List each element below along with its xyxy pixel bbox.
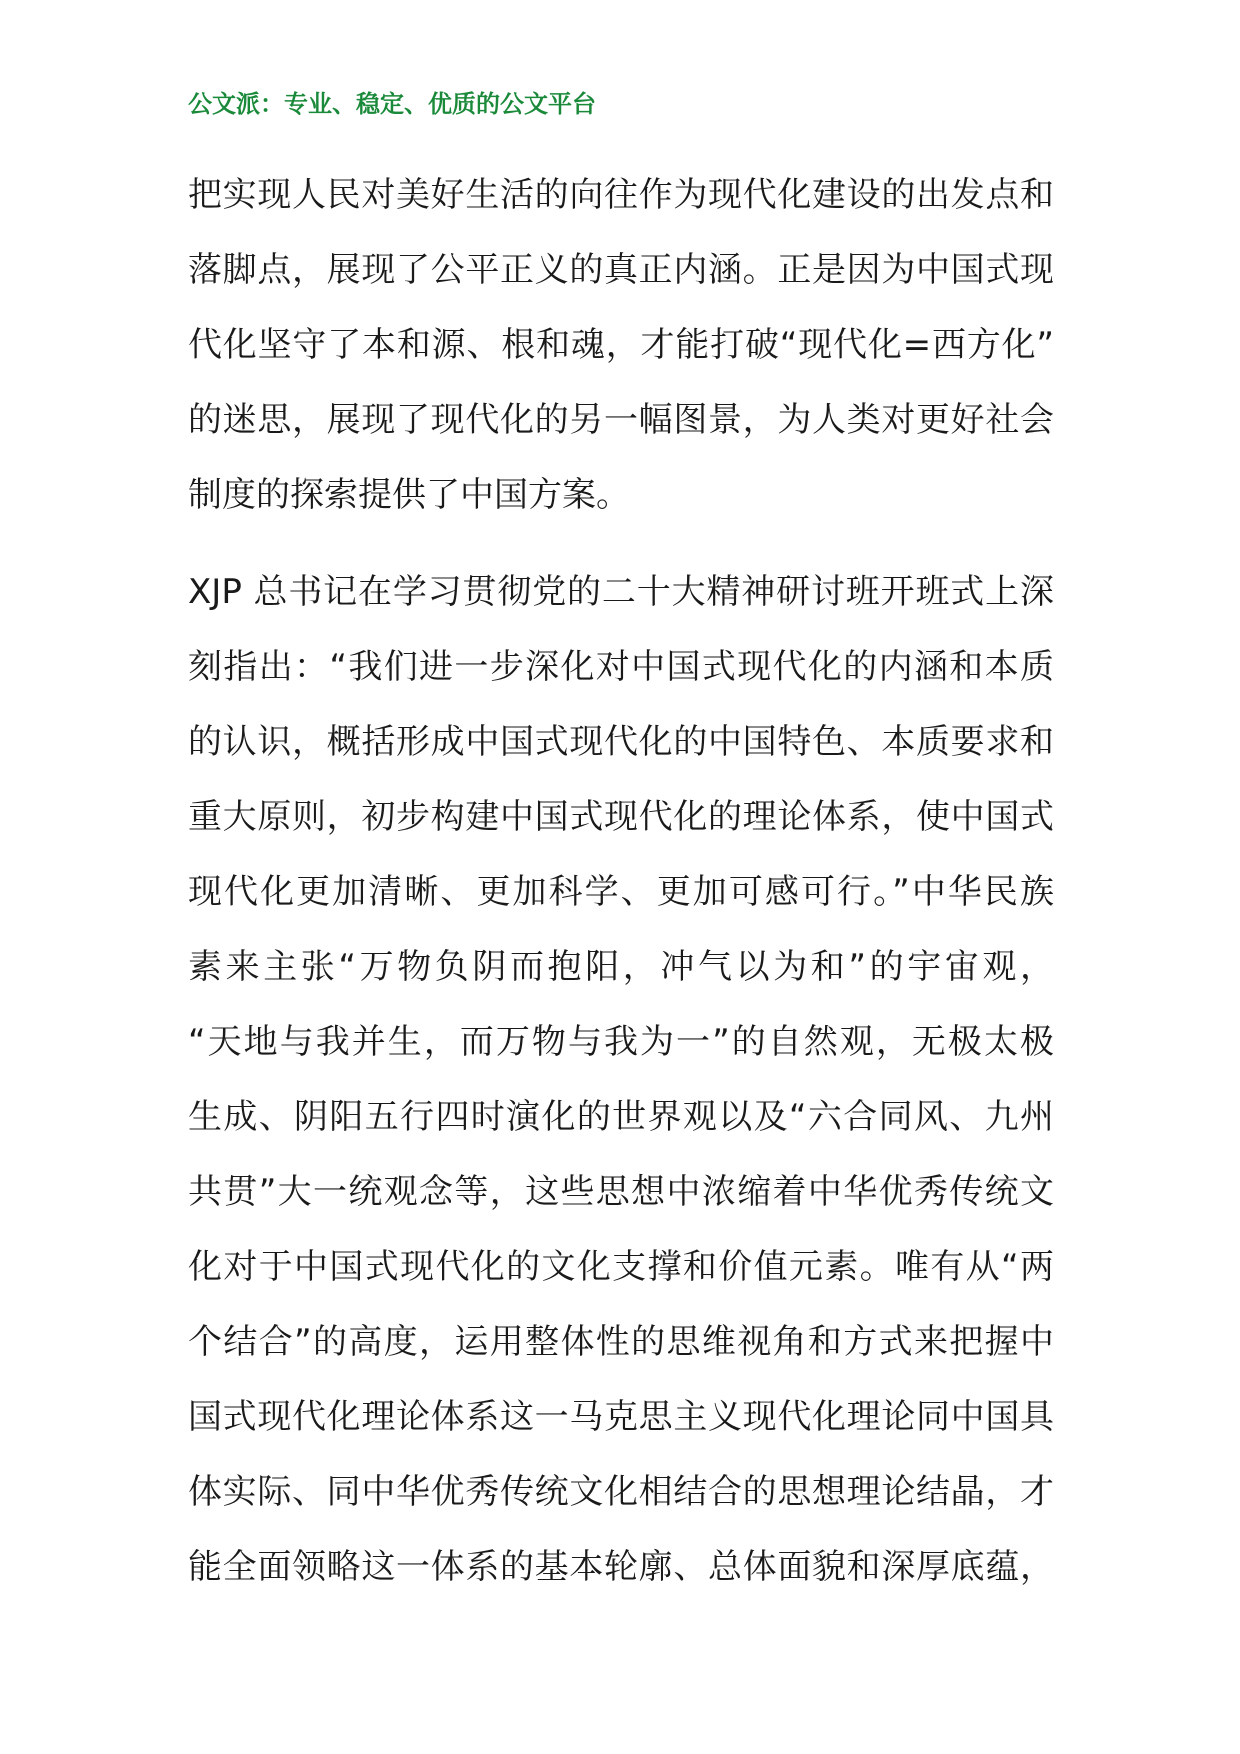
paragraph-line: 素来主张“万物负阴而抱阳，冲气以为和”的宇宙观，: [188, 947, 1054, 987]
paragraph-line: 的迷思，展现了现代化的另一幅图景，为人类对更好社会: [188, 400, 1054, 440]
paragraph-line: 刻指出：“我们进一步深化对中国式现代化的内涵和本质: [188, 647, 1054, 687]
paragraph-line: 共贯”大一统观念等，这些思想中浓缩着中华优秀传统文: [188, 1172, 1054, 1212]
paragraph-line: 体实际、同中华优秀传统文化相结合的思想理论结晶，才: [188, 1472, 1054, 1512]
paragraph-line: 化对于中国式现代化的文化支撑和价值元素。唯有从“两: [188, 1247, 1054, 1287]
paragraph-line: XJP 总书记在学习贯彻党的二十大精神研讨班开班式上深: [188, 572, 1054, 612]
paragraph-line: 代化坚守了本和源、根和魂，才能打破“现代化=西方化”: [188, 325, 1054, 365]
paragraph-line: 能全面领略这一体系的基本轮廓、总体面貌和深厚底蕴，: [188, 1547, 1054, 1587]
paragraph-line: 制度的探索提供了中国方案。: [188, 475, 630, 515]
paragraph-line: “天地与我并生，而万物与我为一”的自然观，无极太极: [188, 1022, 1054, 1062]
paragraph-line: 个结合”的高度，运用整体性的思维视角和方式来把握中: [188, 1322, 1054, 1362]
paragraph-line: 国式现代化理论体系这一马克思主义现代化理论同中国具: [188, 1397, 1054, 1437]
paragraph-line: 重大原则，初步构建中国式现代化的理论体系，使中国式: [188, 797, 1054, 837]
paragraph-line: 落脚点，展现了公平正义的真正内涵。正是因为中国式现: [188, 250, 1054, 290]
header-title: 公文派：专业、稳定、优质的公文平台: [188, 90, 596, 118]
paragraph-line: 把实现人民对美好生活的向往作为现代化建设的出发点和: [188, 175, 1054, 215]
paragraph-line: 现代化更加清晰、更加科学、更加可感可行。”中华民族: [188, 872, 1054, 912]
paragraph-line: 的认识，概括形成中国式现代化的中国特色、本质要求和: [188, 722, 1054, 762]
paragraph-line: 生成、阴阳五行四时演化的世界观以及“六合同风、九州: [188, 1097, 1054, 1137]
paragraph-2: [188, 555, 1054, 1605]
paragraph-1: [188, 158, 1054, 533]
